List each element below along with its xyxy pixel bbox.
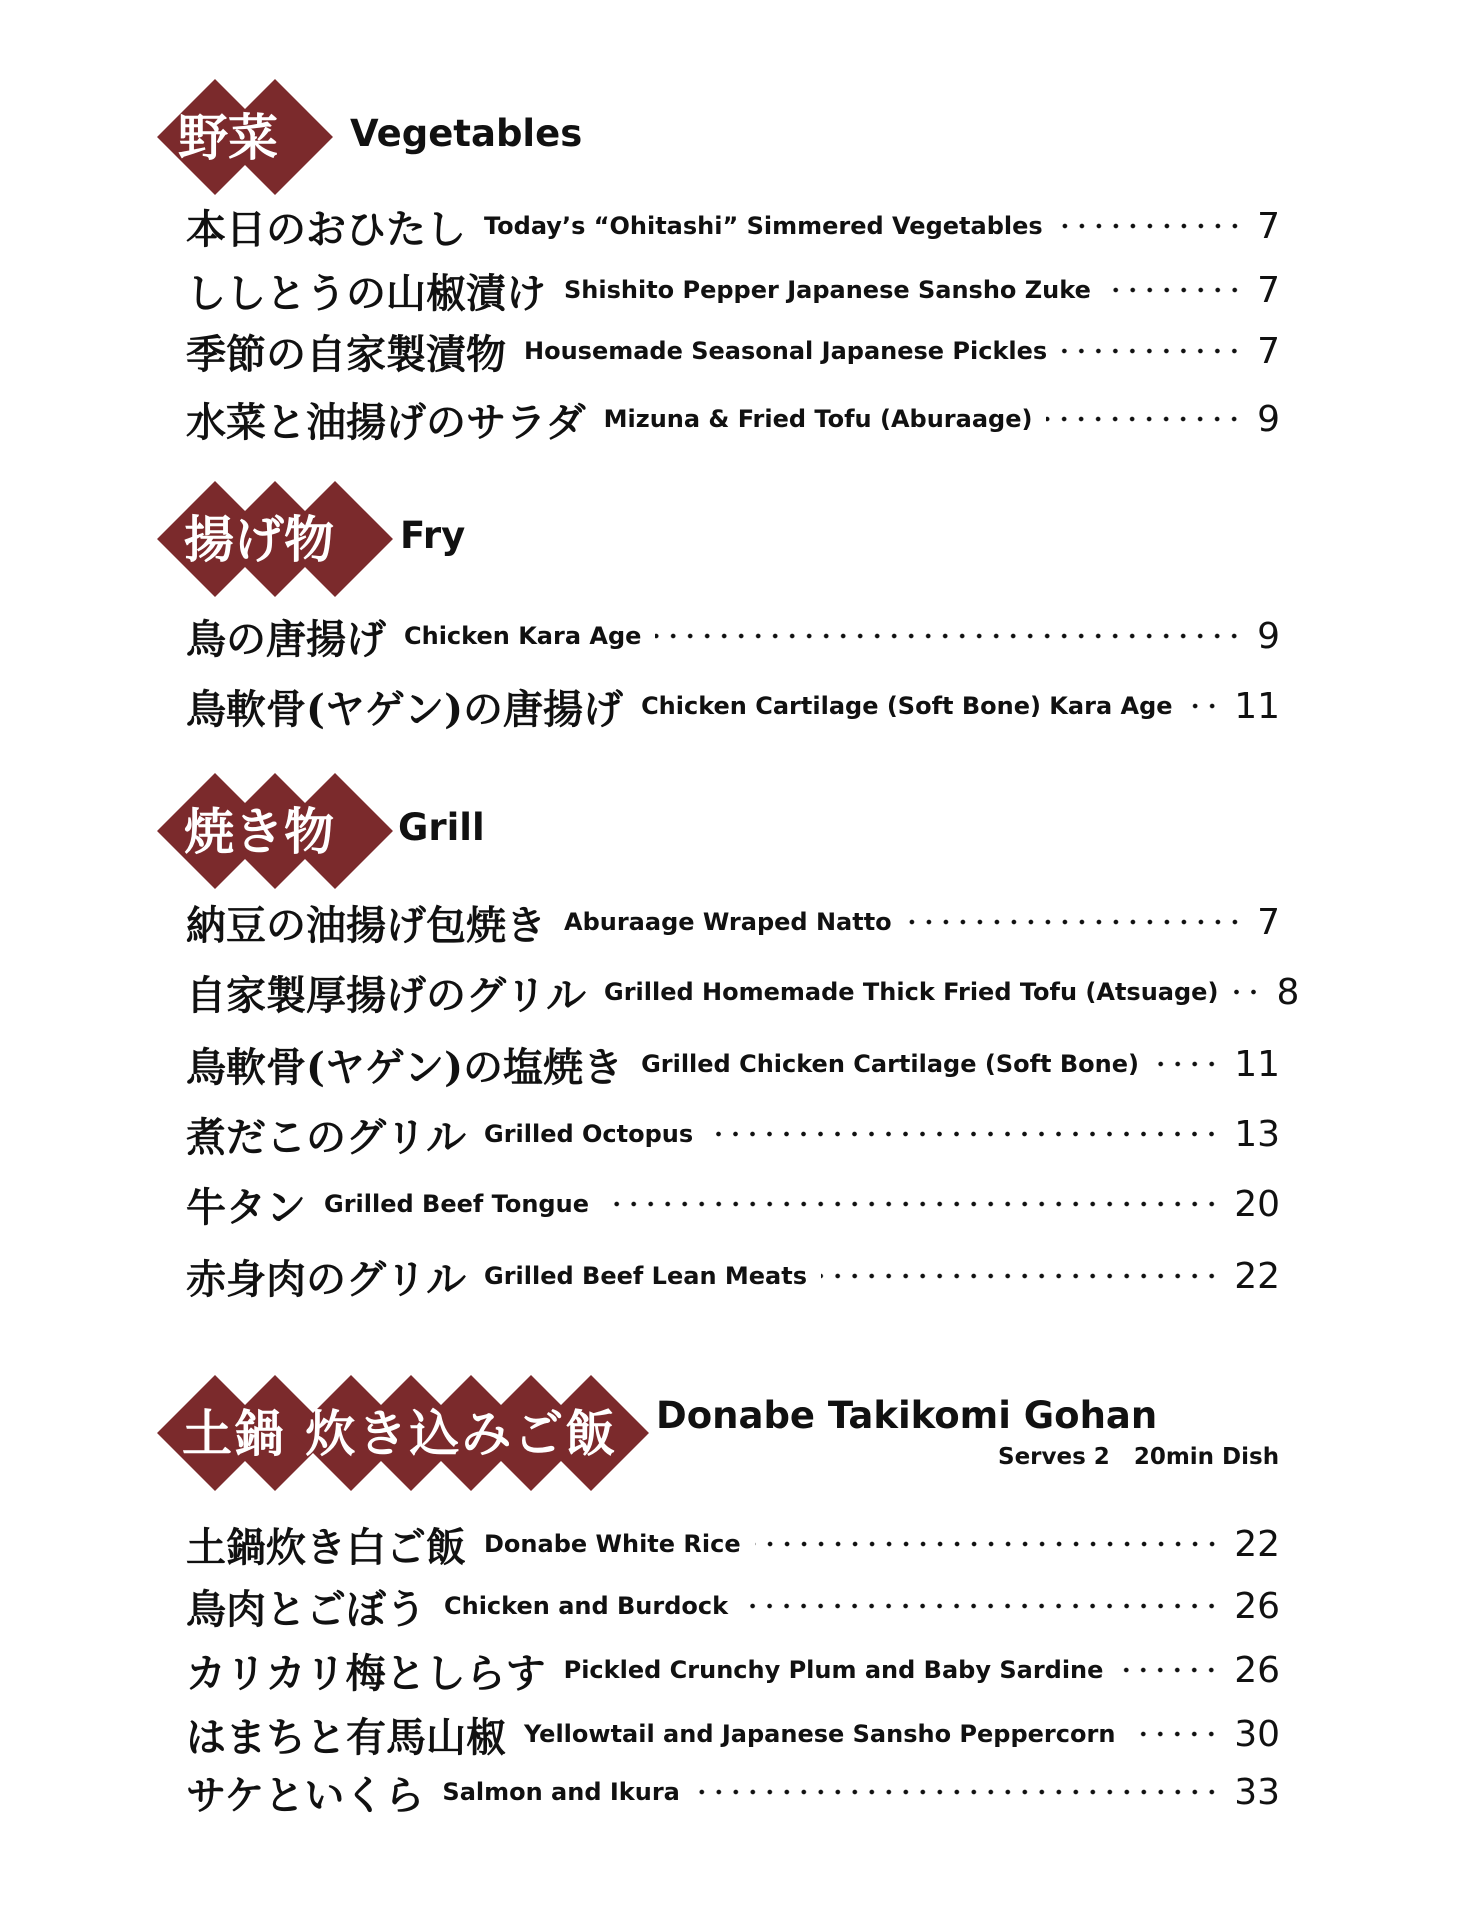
item-jp-name: 鳥の唐揚げ bbox=[186, 615, 386, 663]
section-jp-title: 焼き物 bbox=[184, 802, 334, 861]
item-en-name: Grilled Homemade Thick Fried Tofu (Atsuage) bbox=[604, 978, 1219, 1006]
menu-item bbox=[186, 1706, 1280, 1762]
item-price: 11 bbox=[1234, 685, 1280, 727]
menu-item bbox=[186, 198, 1280, 254]
item-en-name: Shishito Pepper Japanese Sansho Zuke bbox=[564, 276, 1091, 304]
item-en-name: Mizuna & Fried Tofu (Aburaage) bbox=[603, 405, 1033, 433]
item-jp-name: 季節の自家製漬物 bbox=[186, 330, 506, 378]
item-jp-name: 自家製厚揚げのグリル bbox=[186, 971, 586, 1019]
item-price: 7 bbox=[1257, 330, 1280, 372]
section-en-title: Fry bbox=[400, 514, 466, 557]
item-jp-name: サケといくら bbox=[186, 1771, 425, 1819]
menu-item bbox=[186, 1516, 1280, 1572]
menu-item bbox=[186, 678, 1280, 734]
section-subnote: Serves 2 20min Dish bbox=[998, 1444, 1280, 1470]
dot-leader bbox=[1129, 1730, 1220, 1738]
item-en-name: Chicken Cartilage (Soft Bone) Kara Age bbox=[641, 692, 1173, 720]
item-jp-name: 鳥軟骨(ヤゲン)の唐揚げ bbox=[186, 685, 624, 733]
section-header bbox=[160, 1378, 1300, 1488]
menu-item bbox=[186, 1764, 1280, 1820]
item-en-name: Yellowtail and Japanese Sansho Peppercorn bbox=[524, 1720, 1116, 1748]
section-en-title: Vegetables bbox=[350, 112, 583, 155]
menu-item bbox=[186, 262, 1280, 318]
menu-item bbox=[186, 1176, 1280, 1232]
item-jp-name: 鳥軟骨(ヤゲン)の塩焼き bbox=[186, 1043, 624, 1091]
menu-item bbox=[186, 1106, 1280, 1162]
section-fry bbox=[160, 484, 1300, 733]
item-en-name: Grilled Beef Lean Meats bbox=[484, 1262, 807, 1290]
dot-leader bbox=[694, 1788, 1220, 1796]
item-price: 33 bbox=[1234, 1771, 1280, 1813]
dot-leader bbox=[1187, 702, 1221, 710]
item-en-name: Pickled Crunchy Plum and Baby Sardine bbox=[563, 1656, 1104, 1684]
dot-leader bbox=[755, 1540, 1221, 1548]
item-en-name: Salmon and Ikura bbox=[442, 1778, 680, 1806]
item-en-name: Housemade Seasonal Japanese Pickles bbox=[524, 337, 1048, 365]
menu-item bbox=[186, 1642, 1280, 1698]
item-jp-name: 水菜と油揚げのサラダ bbox=[186, 398, 586, 446]
section-donabe bbox=[160, 1378, 1300, 1819]
section-jp-title: 揚げ物 bbox=[184, 510, 334, 569]
item-en-name: Grilled Octopus bbox=[484, 1120, 694, 1148]
item-jp-name: 牛タン bbox=[186, 1183, 306, 1231]
menu-item bbox=[186, 323, 1280, 379]
dot-leader bbox=[1057, 222, 1243, 230]
item-en-name: Donabe White Rice bbox=[484, 1530, 741, 1558]
menu-item bbox=[186, 894, 1280, 950]
item-en-name: Grilled Beef Tongue bbox=[324, 1190, 589, 1218]
dot-leader bbox=[707, 1130, 1220, 1138]
dot-leader bbox=[1232, 988, 1262, 996]
dot-leader bbox=[1153, 1060, 1220, 1068]
item-price: 7 bbox=[1257, 205, 1280, 247]
item-price: 11 bbox=[1234, 1043, 1280, 1085]
section-header bbox=[160, 484, 1300, 594]
item-jp-name: ししとうの山椒漬け bbox=[186, 269, 546, 317]
item-jp-name: 土鍋炊き白ご飯 bbox=[186, 1523, 466, 1571]
item-price: 22 bbox=[1234, 1255, 1280, 1297]
item-jp-name: 納豆の油揚げ包焼き bbox=[186, 901, 546, 949]
menu-item bbox=[186, 1248, 1280, 1304]
item-en-name: Grilled Chicken Cartilage (Soft Bone) bbox=[641, 1050, 1139, 1078]
item-price: 26 bbox=[1234, 1585, 1280, 1627]
section-jp-title: 野菜 bbox=[178, 108, 278, 167]
item-price: 9 bbox=[1257, 398, 1280, 440]
item-jp-name: 鳥肉とごぼう bbox=[186, 1585, 426, 1633]
dot-leader bbox=[1105, 286, 1243, 294]
section-header bbox=[160, 776, 1300, 886]
item-jp-name: 赤身肉のグリル bbox=[186, 1255, 466, 1303]
item-en-name: Chicken Kara Age bbox=[404, 622, 642, 650]
section-en-title: Grill bbox=[398, 806, 485, 849]
item-jp-name: 煮だこのグリル bbox=[186, 1113, 466, 1161]
dot-leader bbox=[1061, 347, 1243, 355]
menu-item bbox=[186, 608, 1280, 664]
item-price: 7 bbox=[1257, 269, 1280, 311]
dot-leader bbox=[1046, 415, 1243, 423]
item-jp-name: はまちと有馬山椒 bbox=[186, 1713, 506, 1761]
item-price: 7 bbox=[1257, 901, 1280, 943]
item-price: 20 bbox=[1234, 1183, 1280, 1225]
section-header bbox=[160, 82, 1300, 192]
menu-item bbox=[186, 1578, 1280, 1634]
item-en-name: Chicken and Burdock bbox=[444, 1592, 729, 1620]
item-price: 13 bbox=[1234, 1113, 1280, 1155]
section-jp-title: 土鍋 炊き込みご飯 bbox=[182, 1404, 618, 1463]
dot-leader bbox=[603, 1200, 1220, 1208]
item-en-name: Aburaage Wraped Natto bbox=[564, 908, 892, 936]
item-price: 22 bbox=[1234, 1523, 1280, 1565]
section-vegetables bbox=[160, 82, 1300, 446]
menu-item bbox=[186, 391, 1280, 447]
dot-leader bbox=[906, 918, 1243, 926]
menu-item bbox=[186, 1036, 1280, 1092]
dot-leader bbox=[655, 632, 1243, 640]
item-jp-name: 本日のおひたし bbox=[186, 205, 466, 253]
item-price: 9 bbox=[1257, 615, 1280, 657]
item-price: 30 bbox=[1234, 1713, 1280, 1755]
dot-leader bbox=[742, 1602, 1220, 1610]
item-price: 26 bbox=[1234, 1649, 1280, 1691]
menu-item bbox=[186, 964, 1300, 1020]
item-en-name: Today’s “Ohitashi” Simmered Vegetables bbox=[484, 212, 1043, 240]
item-jp-name: カリカリ梅としらす bbox=[186, 1649, 546, 1697]
dot-leader bbox=[1117, 1666, 1220, 1674]
item-price: 8 bbox=[1276, 971, 1300, 1013]
section-grill bbox=[160, 776, 1300, 1303]
dot-leader bbox=[821, 1272, 1220, 1280]
section-en-title: Donabe Takikomi Gohan bbox=[656, 1394, 1158, 1437]
